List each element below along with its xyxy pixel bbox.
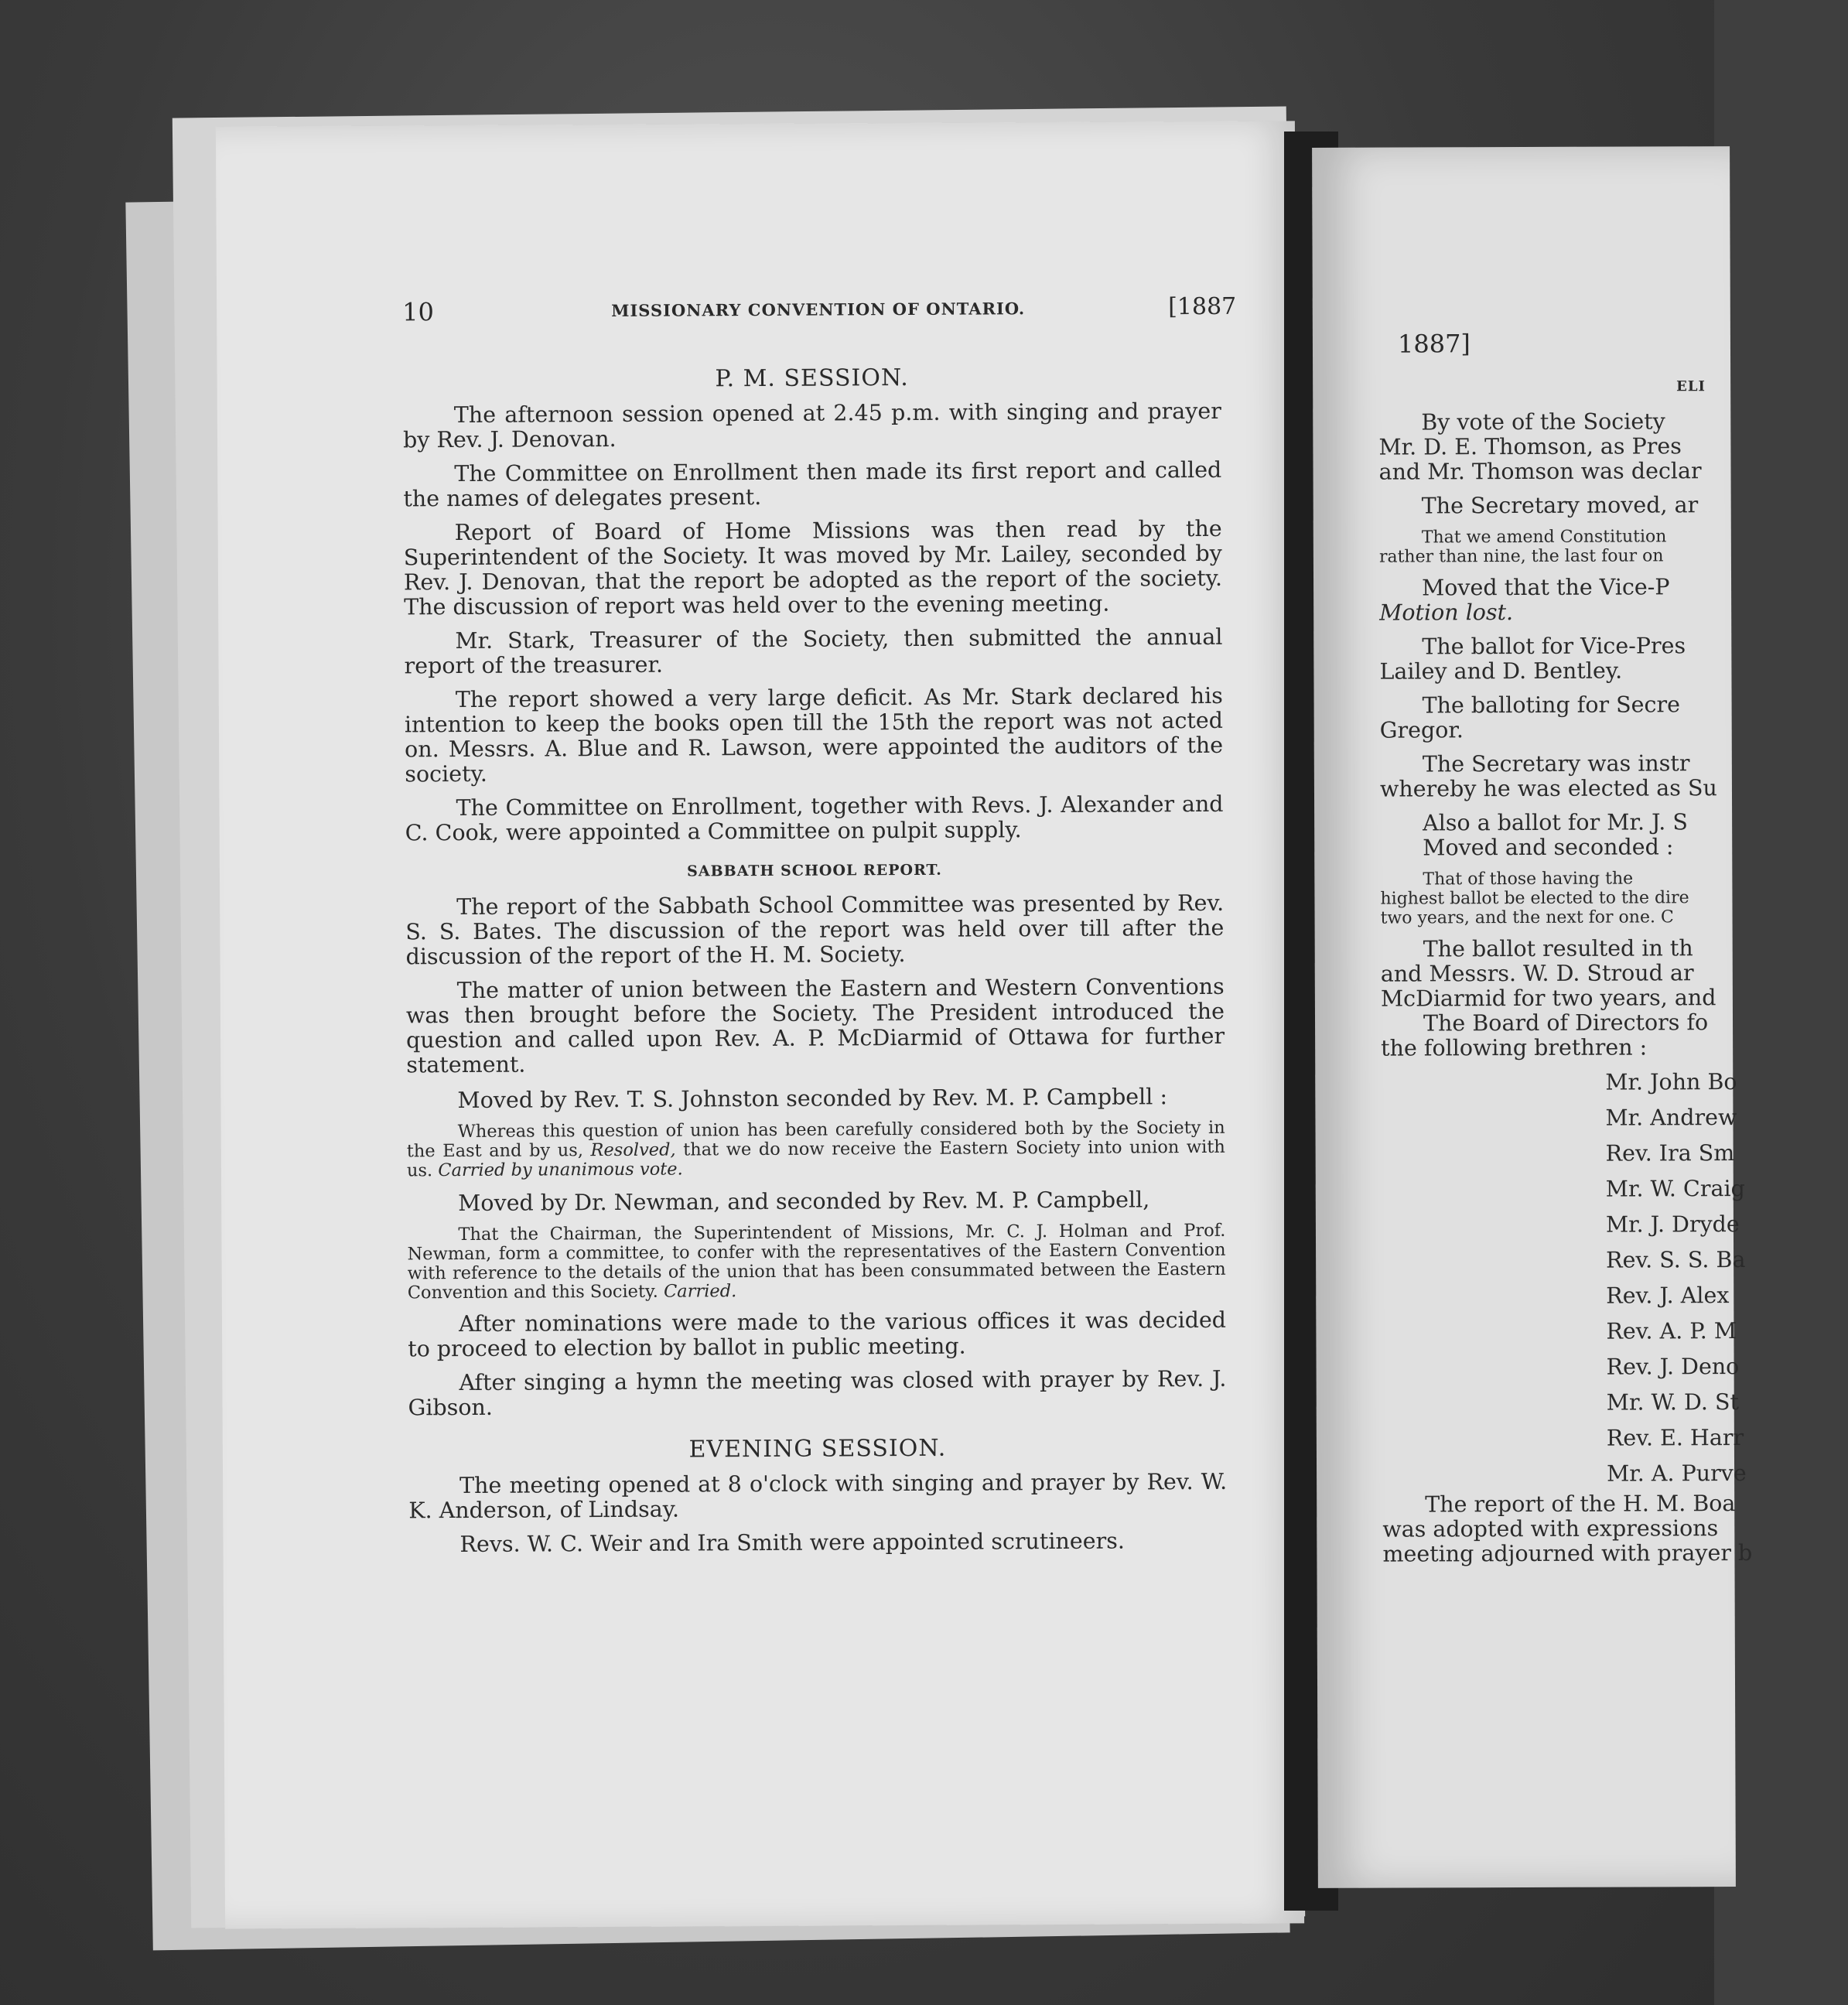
text-line: Also a ballot for Mr. J. S xyxy=(1423,809,1688,836)
page-body xyxy=(402,346,1227,1558)
text-line: The Board of Directors fo xyxy=(1423,1009,1709,1037)
resolution xyxy=(407,1119,1225,1181)
page-number: 10 xyxy=(402,297,434,327)
list-item: Rev. A. P. M xyxy=(1606,1318,1737,1344)
text-line: and Messrs. W. D. Stroud ar xyxy=(1380,960,1694,987)
resolution-text: Whereas this question of union has been carefully considered both by the Society in the East and by us, xyxy=(406,1117,1225,1162)
text-line: whereby he was elected as Su xyxy=(1379,775,1717,802)
resolution-text: That the Chairman, the Superintendent of Missions, Mr. C. J. Holman and Prof. Newman, form a committee, to confer with the representatives of the Eastern Convention with reference to the details of the union that has been consummated between the Eastern Convention and this Society. xyxy=(407,1220,1226,1303)
text-line: the following brethren : xyxy=(1381,1034,1648,1061)
text-line: That of those having the xyxy=(1423,869,1634,890)
text-line: The Secretary was instr xyxy=(1422,750,1690,777)
header-year: 1887] xyxy=(1397,329,1471,359)
text-line: The report of the H. M. Boa xyxy=(1425,1491,1736,1518)
text-line: two years, and the next for one. C xyxy=(1380,907,1674,928)
list-item: Rev. E. Harr xyxy=(1606,1425,1744,1451)
text-line: was adopted with expressions xyxy=(1382,1515,1719,1542)
left-page xyxy=(216,121,1304,1928)
text-line: and Mr. Thomson was declar xyxy=(1378,458,1702,485)
text-line: The ballot resulted in th xyxy=(1423,935,1693,962)
text-line: Motion lost. xyxy=(1379,599,1514,626)
vote-result: Carried by unanimous vote. xyxy=(438,1159,683,1181)
paragraph: The Committee on Enrollment, together with Revs. J. Alexander and C. Cook, were appointed a Committee on pulpit supply. xyxy=(405,791,1224,846)
text-line: The balloting for Secre xyxy=(1422,692,1681,719)
sabbath-school-heading: SABBATH SCHOOL REPORT. xyxy=(687,861,942,880)
resolution xyxy=(407,1221,1226,1303)
list-item: Mr. W. D. St xyxy=(1606,1389,1739,1416)
motion-line: Moved by Dr. Newman, and seconded by Rev. M. P. Campbell, xyxy=(458,1187,1150,1217)
list-item: Rev. J. Deno xyxy=(1606,1354,1740,1380)
resolved-label: Resolved, xyxy=(590,1139,676,1161)
header-year: [1887 xyxy=(1168,292,1237,321)
text-line: That we amend Constitution xyxy=(1421,527,1667,548)
paragraph: The afternoon session opened at 2.45 p.m. with singing and prayer by Rev. J. Denovan. xyxy=(402,398,1221,453)
text-line: rather than nine, the last four on xyxy=(1378,546,1664,567)
list-item: Rev. Ira Sm xyxy=(1605,1140,1735,1166)
paragraph: The report of the Sabbath School Committee was presented by Rev. S. S. Bates. The discussion of the report was held over till after the discussion of the report of the H. M. Society. xyxy=(405,890,1225,970)
text-line: Lailey and D. Bentley. xyxy=(1379,658,1623,685)
right-page-body xyxy=(1378,409,1846,1567)
text-line: Gregor. xyxy=(1379,717,1464,743)
text-line: The ballot for Vice-Pres xyxy=(1422,633,1686,660)
section-heading: ELI xyxy=(1676,378,1706,395)
paragraph: The matter of union between the Eastern and Western Conventions was then brought before the Society. The President introduced the question and called upon Rev. A. P. McDiarmid of Ottawa for further statement. xyxy=(405,973,1225,1078)
running-title: MISSIONARY CONVENTION OF ONTARIO. xyxy=(611,299,1026,320)
text-line: The Secretary moved, ar xyxy=(1421,492,1699,519)
list-item: Rev. S. S. Ba xyxy=(1606,1247,1746,1273)
brethren-list xyxy=(1381,1064,1846,1493)
list-item: Mr. Andrew xyxy=(1605,1105,1737,1131)
list-item: Mr. J. Dryde xyxy=(1605,1211,1740,1238)
list-item: Mr. John Bo xyxy=(1605,1069,1737,1095)
motion-line: Moved by Rev. T. S. Johnston seconded by Rev. M. P. Campbell : xyxy=(457,1084,1168,1114)
text-line: meeting adjourned with prayer b xyxy=(1382,1539,1753,1567)
paragraph: Report of Board of Home Missions was then read by the Superintendent of the Society. It was moved by Mr. Lailey, seconded by Rev. J. Denovan, that the report be adopted as the report of the society. The discussion of report was held over to the evening meeting. xyxy=(403,515,1223,620)
vote-result: Carried. xyxy=(663,1281,737,1302)
running-header xyxy=(217,292,1296,329)
paragraph: Revs. W. C. Weir and Ira Smith were appointed scrutineers. xyxy=(459,1528,1125,1558)
paragraph: After nominations were made to the various offices it was decided to proceed to election by ballot in public meeting. xyxy=(408,1306,1227,1362)
text-line: Moved that the Vice-P xyxy=(1422,574,1670,601)
paragraph: The Committee on Enrollment then made its first report and called the names of delegates present. xyxy=(403,456,1222,512)
paragraph: The meeting opened at 8 o'clock with singing and prayer by Rev. W. K. Anderson, of Lindsay. xyxy=(408,1468,1228,1524)
list-item: Rev. J. Alex xyxy=(1606,1283,1730,1309)
pm-session-heading: P. M. SESSION. xyxy=(715,364,909,393)
paragraph: The report showed a very large deficit. As Mr. Stark declared his intention to keep the books open till the 15th the report was not acted on. Messrs. A. Blue and R. Lawson, were appointed the auditors of the society. xyxy=(404,682,1224,787)
evening-session-heading: EVENING SESSION. xyxy=(688,1434,947,1464)
text-line: Mr. D. E. Thomson, as Pres xyxy=(1378,433,1682,460)
list-item: Mr. W. Craig xyxy=(1605,1176,1745,1202)
text-line: highest ballot be elected to the dire xyxy=(1380,888,1689,909)
resolution-text: that we do now receive the Eastern Society into union with us. xyxy=(406,1136,1225,1181)
text-line: McDiarmid for two years, and xyxy=(1380,985,1716,1012)
paragraph: Mr. Stark, Treasurer of the Society, then submitted the annual report of the treasurer. xyxy=(404,623,1223,679)
text-line: Moved and seconded : xyxy=(1423,834,1674,861)
list-item: Mr. A. Purve xyxy=(1607,1460,1747,1487)
paragraph: After singing a hymn the meeting was closed with prayer by Rev. J. Gibson. xyxy=(408,1365,1227,1421)
right-page xyxy=(1312,146,1753,1888)
text-line: By vote of the Society xyxy=(1421,408,1665,435)
